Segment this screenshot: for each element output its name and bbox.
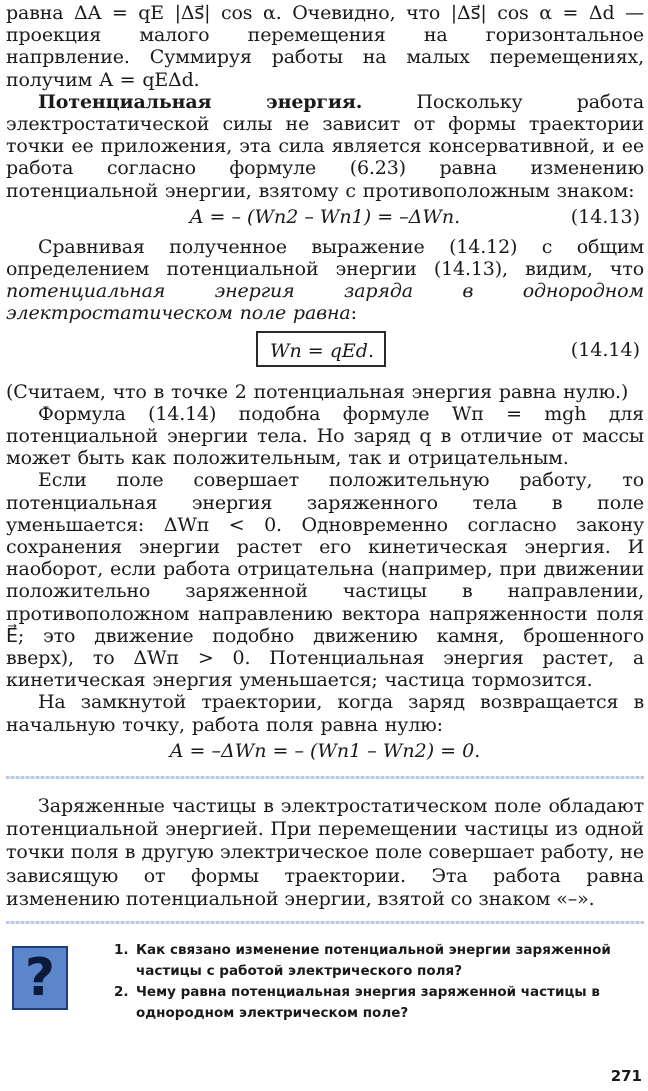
question-item [114, 982, 646, 1024]
summary-text: Заряженные частицы в электростатическом поле обладают потенциальной энергией. При перемещении частицы из одной точки поля в другую электрическое поле совершает работу, не зависящую от формы траектории. Эта работа равна изменению потенциальной энергии, взятой со знаком «–». [6, 794, 644, 910]
paragraph-6: Если поле совершает положительную работу, то потенциальная энергия заряженного тела в поле уменьшается: ΔWп < 0. Одновременно согласно закону сохранения энергии растет его кинетическая энергия. И наоборот, если работа отрицательна (например, при движении положительно заряженной частицы в направлении, противоположном направлению вектора напряженности поля E⃗; это движение подобно движению камня, брошенного вверх), то ΔWп > 0. Потенциальная энергия растет, а кинетическая энергия уменьшается; частица тормозится. [6, 469, 644, 692]
questions-block [6, 940, 644, 1030]
question-text: Как связано изменение потенциальной энергии заряженной частицы с работой электрического поля? [136, 941, 611, 979]
formula-number: (14.13) [570, 205, 640, 228]
paragraph-5: Формула (14.14) подобна формуле Wп = mgh для потенциальной энергии тела. Но заряд q в отличие от массы может быть как положительным, так и отрицательным. [6, 402, 644, 470]
separator-top [6, 776, 644, 779]
question-mark-icon: ? [12, 946, 68, 1010]
section-title: Потенциальная энергия. [38, 90, 363, 113]
formula-expression: A = – (Wп2 – Wп1) = –ΔWп. [189, 205, 461, 228]
question-number: 2. [114, 983, 129, 1000]
paragraph-potential-energy [6, 91, 644, 202]
formula-closed-path [6, 740, 644, 764]
paragraph-4: (Считаем, что в точке 2 потенциальная энергия равна нулю.) [6, 380, 629, 403]
questions-list [114, 940, 646, 1024]
paragraph-3-end: : [350, 302, 357, 325]
page-number: 271 [610, 1067, 642, 1085]
separator-bottom [6, 921, 644, 924]
paragraph-3 [6, 236, 644, 325]
question-text: Чему равна потенциальная энергия заряженной частицы в однородном электрическом поле? [136, 983, 600, 1021]
boxed-formula: Wп = qEd. [256, 331, 386, 367]
paragraph-1: равна ΔA = qE |Δs⃗| cos α. Очевидно, что |Δs⃗| cos α = Δd — проекция малого перемещения на горизонтальное напрвление. Суммируя работы на малых перемещениях, получим A = qEΔd. [6, 2, 644, 91]
paragraph-3-italic: потенциальная энергия заряда в однородном электростатическом поле равна [6, 280, 644, 325]
formula-14-14 [6, 329, 644, 377]
formula-number: (14.14) [570, 338, 640, 361]
paragraph-2-body: Поскольку работа электростатической силы не зависит от формы траектории точки ее приложения, эта сила является консервативной, и ее работа согласно формуле (6.23) равна изменению потенциальной энергии, взятому с противоположным знаком: [6, 90, 645, 202]
formula-expression: A = –ΔWп = – (Wп1 – Wп2) = 0. [169, 739, 481, 762]
paragraph-7: На замкнутой траектории, когда заряд возвращается в начальную точку, работа поля равна нулю: [6, 691, 644, 736]
question-number: 1. [114, 941, 129, 958]
page [6, 2, 644, 1030]
formula-14-13 [6, 206, 644, 230]
question-item [114, 940, 646, 982]
paragraph-3-start: Сравнивая полученное выражение (14.12) с общим определением потенциальной энергии (14.13), видим, что [6, 235, 644, 281]
